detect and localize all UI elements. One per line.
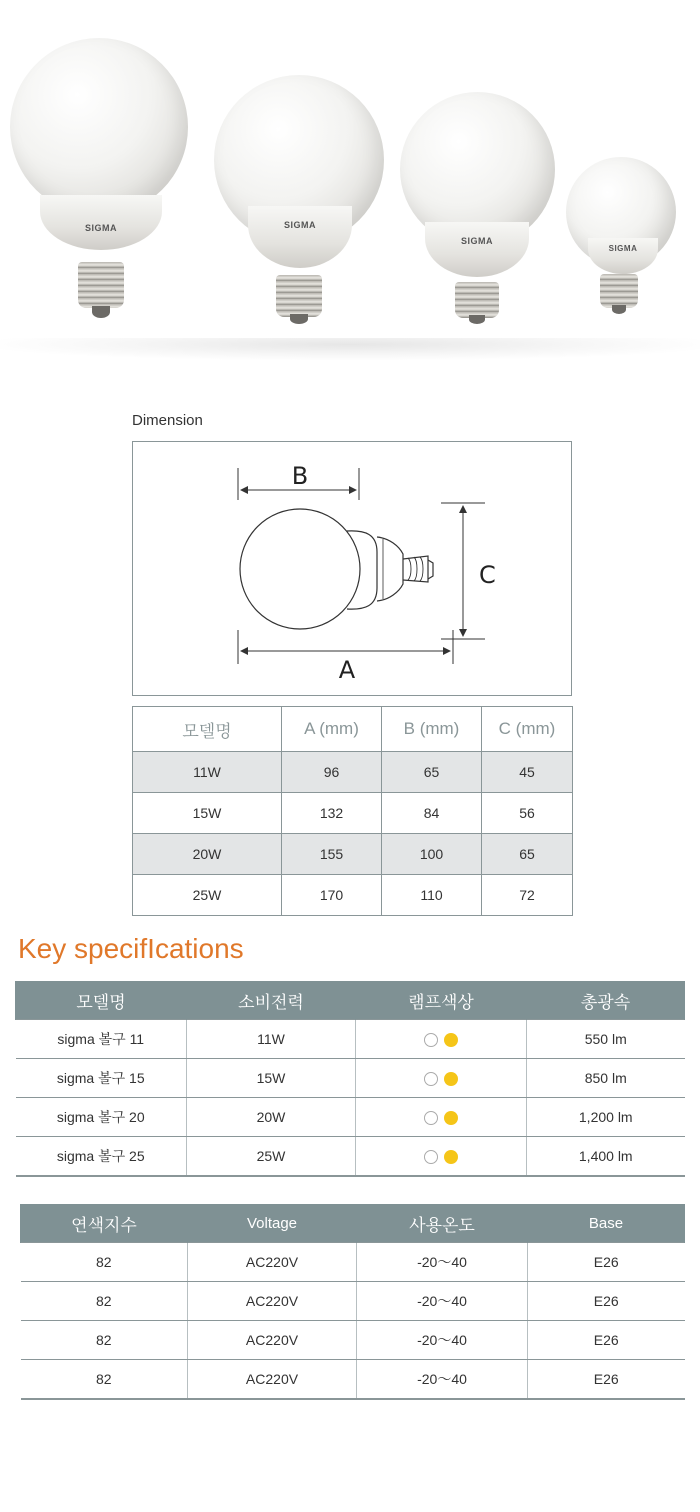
dimension-title: Dimension bbox=[132, 412, 203, 429]
shelf-reflection bbox=[0, 338, 700, 360]
table-cell: 82 bbox=[21, 1243, 188, 1282]
lamp-color-cell bbox=[356, 1098, 527, 1137]
bulb-brand-label: SIGMA bbox=[84, 223, 117, 233]
dim-label-b: B bbox=[291, 462, 309, 490]
lamp-color-cell bbox=[356, 1020, 527, 1059]
table-cell: 20W bbox=[133, 834, 282, 875]
table-cell: 25W bbox=[133, 875, 282, 916]
column-header: 모델명 bbox=[133, 707, 282, 752]
yellow-color-dot-icon bbox=[444, 1150, 458, 1164]
table-row bbox=[133, 752, 573, 793]
column-header: 연색지수 bbox=[21, 1204, 188, 1243]
bulb-photo-4 bbox=[560, 0, 700, 330]
table-cell: 170 bbox=[282, 875, 382, 916]
spec-table-1 bbox=[15, 981, 685, 1177]
table-cell: 65 bbox=[382, 752, 482, 793]
bulb-brand-label: SIGMA bbox=[283, 220, 316, 230]
table-cell: AC220V bbox=[188, 1321, 357, 1360]
table-cell: -20～40 bbox=[357, 1321, 528, 1360]
table-cell: AC220V bbox=[188, 1282, 357, 1321]
key-specifications-heading: Key specifIcations bbox=[18, 933, 244, 964]
table-cell: 155 bbox=[282, 834, 382, 875]
table-cell: 45 bbox=[482, 752, 573, 793]
table-cell: 11W bbox=[187, 1020, 356, 1059]
table-row bbox=[133, 875, 573, 916]
white-color-dot-icon bbox=[424, 1150, 438, 1164]
column-header: 사용온도 bbox=[357, 1204, 528, 1243]
table-row bbox=[133, 834, 573, 875]
bulb-photo-1 bbox=[0, 0, 200, 330]
table-row bbox=[21, 1321, 685, 1360]
column-header: 램프색상 bbox=[356, 981, 527, 1020]
yellow-color-dot-icon bbox=[444, 1033, 458, 1047]
table-row bbox=[21, 1243, 685, 1282]
table-row bbox=[21, 1360, 685, 1400]
table-cell: 25W bbox=[187, 1137, 356, 1177]
dimension-table bbox=[132, 706, 573, 916]
table-cell: AC220V bbox=[188, 1360, 357, 1400]
table-cell: sigma 볼구 20 bbox=[16, 1098, 187, 1137]
table-cell: 72 bbox=[482, 875, 573, 916]
table-row bbox=[133, 793, 573, 834]
table-cell: 56 bbox=[482, 793, 573, 834]
product-hero-image bbox=[0, 0, 700, 370]
table-cell: -20～40 bbox=[357, 1360, 528, 1400]
table-cell: 15W bbox=[133, 793, 282, 834]
table-row bbox=[16, 1137, 685, 1177]
table-cell: 65 bbox=[482, 834, 573, 875]
yellow-color-dot-icon bbox=[444, 1111, 458, 1125]
dimension-diagram bbox=[132, 441, 572, 696]
bulb-brand-label: SIGMA bbox=[460, 236, 493, 246]
table-cell: 84 bbox=[382, 793, 482, 834]
table-cell: 82 bbox=[21, 1321, 188, 1360]
column-header: B (mm) bbox=[382, 707, 482, 752]
table-cell: -20～40 bbox=[357, 1282, 528, 1321]
table-cell: 15W bbox=[187, 1059, 356, 1098]
table-row bbox=[16, 1020, 685, 1059]
bulb-brand-label: SIGMA bbox=[608, 244, 638, 253]
table-row bbox=[21, 1282, 685, 1321]
table-cell: 96 bbox=[282, 752, 382, 793]
yellow-color-dot-icon bbox=[444, 1072, 458, 1086]
table-cell: E26 bbox=[528, 1243, 685, 1282]
bulb-photo-2 bbox=[200, 0, 400, 330]
dim-label-c: C bbox=[479, 561, 496, 589]
column-header: C (mm) bbox=[482, 707, 573, 752]
column-header: A (mm) bbox=[282, 707, 382, 752]
bulb-photo-3 bbox=[395, 0, 565, 330]
lamp-color-cell bbox=[356, 1137, 527, 1177]
column-header: 총광속 bbox=[527, 981, 685, 1020]
dim-label-a: A bbox=[338, 656, 356, 684]
column-header: 모델명 bbox=[16, 981, 187, 1020]
table-cell: sigma 볼구 15 bbox=[16, 1059, 187, 1098]
table-cell: E26 bbox=[528, 1321, 685, 1360]
column-header: Voltage bbox=[188, 1204, 357, 1243]
column-header: Base bbox=[528, 1204, 685, 1243]
table-cell: 11W bbox=[133, 752, 282, 793]
table-cell: AC220V bbox=[188, 1243, 357, 1282]
white-color-dot-icon bbox=[424, 1111, 438, 1125]
table-cell: sigma 볼구 25 bbox=[16, 1137, 187, 1177]
white-color-dot-icon bbox=[424, 1033, 438, 1047]
lamp-color-cell bbox=[356, 1059, 527, 1098]
table-cell: sigma 볼구 11 bbox=[16, 1020, 187, 1059]
table-row bbox=[16, 1098, 685, 1137]
table-cell: 132 bbox=[282, 793, 382, 834]
table-cell: 1,400 lm bbox=[527, 1137, 685, 1177]
table-cell: 110 bbox=[382, 875, 482, 916]
table-cell: 20W bbox=[187, 1098, 356, 1137]
table-cell: E26 bbox=[528, 1282, 685, 1321]
column-header: 소비전력 bbox=[187, 981, 356, 1020]
table-cell: -20～40 bbox=[357, 1243, 528, 1282]
table-row bbox=[16, 1059, 685, 1098]
table-cell: 1,200 lm bbox=[527, 1098, 685, 1137]
table-cell: 82 bbox=[21, 1360, 188, 1400]
table-cell: 100 bbox=[382, 834, 482, 875]
table-cell: 82 bbox=[21, 1282, 188, 1321]
spec-table-2 bbox=[20, 1204, 685, 1400]
table-cell: 850 lm bbox=[527, 1059, 685, 1098]
white-color-dot-icon bbox=[424, 1072, 438, 1086]
table-cell: 550 lm bbox=[527, 1020, 685, 1059]
table-cell: E26 bbox=[528, 1360, 685, 1400]
